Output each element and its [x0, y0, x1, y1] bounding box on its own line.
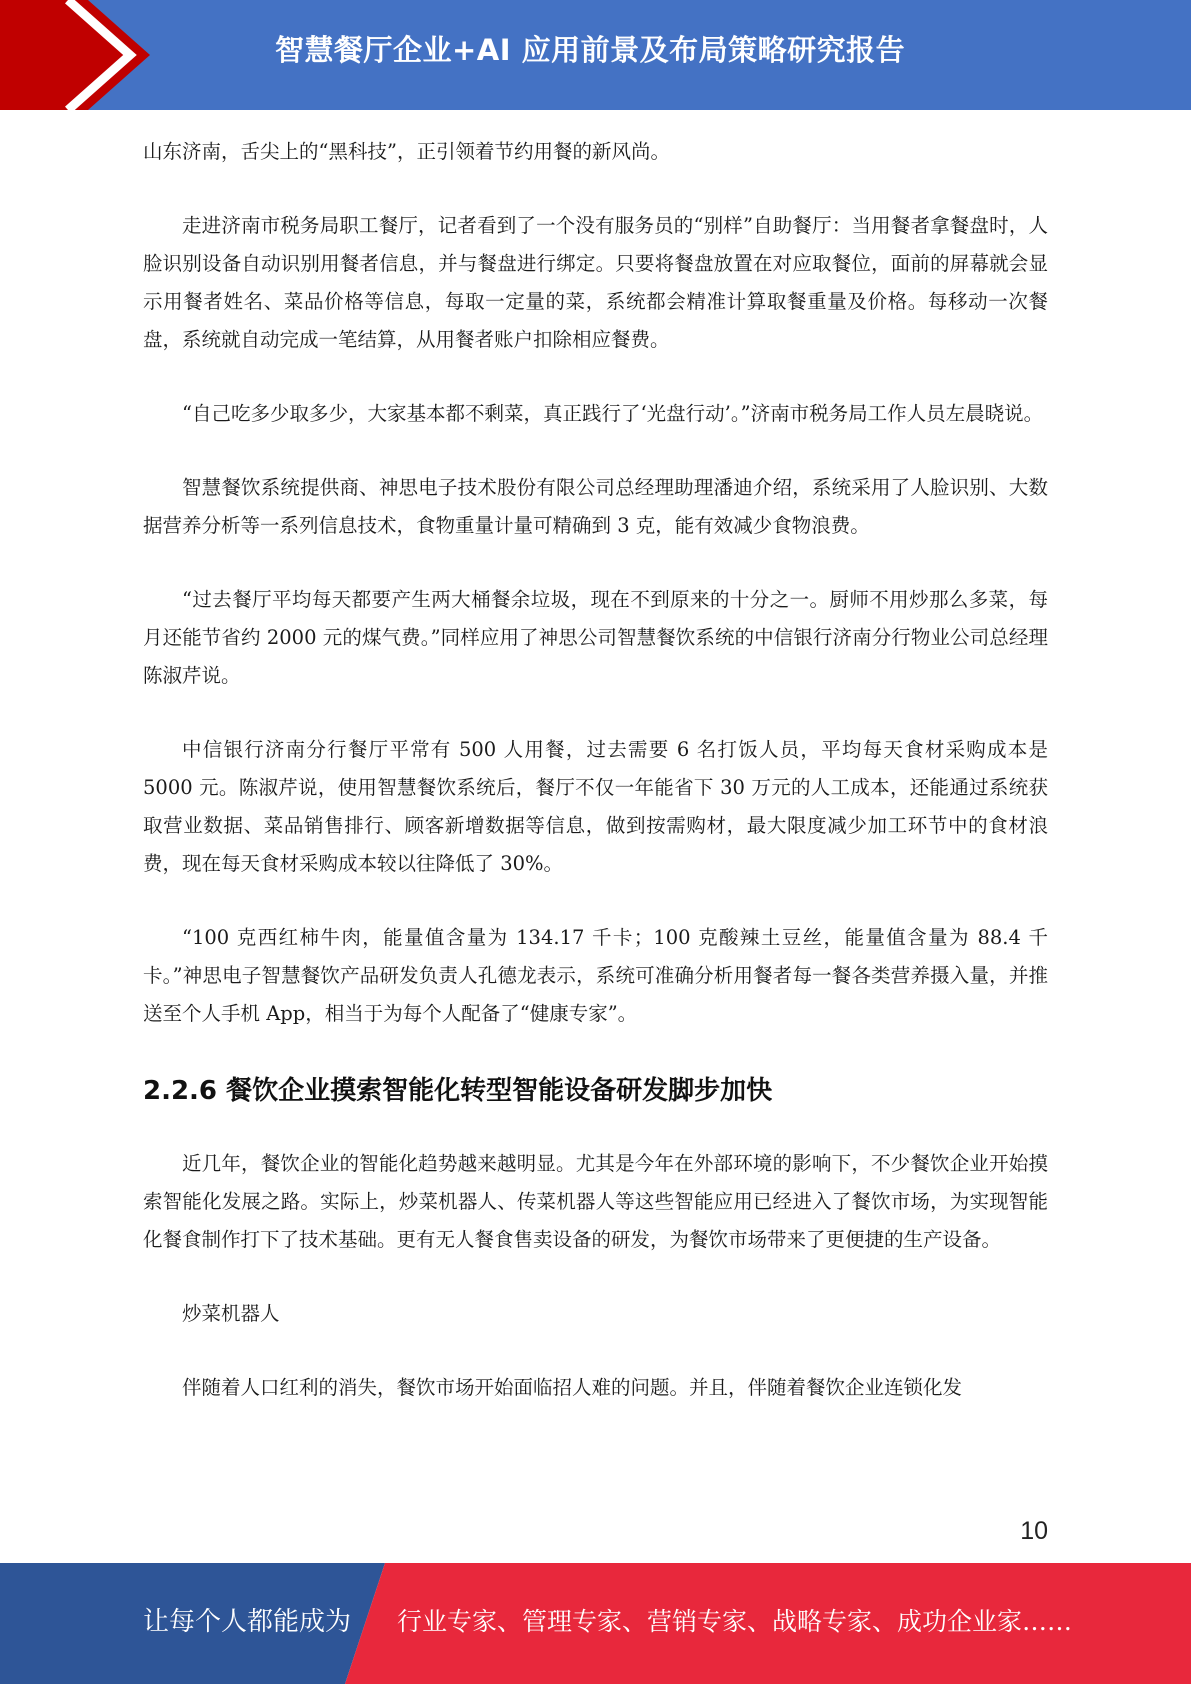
- page-content: [143, 133, 1048, 1443]
- body-paragraph: 近几年，餐饮企业的智能化趋势越来越明显。尤其是今年在外部环境的影响下，不少餐饮企业开始摸索智能化发展之路。实际上，炒菜机器人、传菜机器人等这些智能应用已经进入了餐饮市场，为实现智能化餐食制作打下了技术基础。更有无人餐食售卖设备的研发，为餐饮市场带来了更便捷的生产设备。: [143, 1152, 1048, 1251]
- body-paragraph: “100 克西红柿牛肉，能量值含量为 134.17 千卡；100 克酸辣土豆丝，能量值含量为 88.4 千卡。”神思电子智慧餐饮产品研发负责人孔德龙表示，系统可准确分析用餐者每一餐各类营养摄入量，并推送至个人手机 App，相当于为每个人配备了“健康专家”。: [143, 926, 1048, 1025]
- body-paragraph: 伴随着人口红利的消失，餐饮市场开始面临招人难的问题。并且，伴随着餐饮企业连锁化发: [182, 1376, 963, 1399]
- subheading-paragraph: 炒菜机器人: [182, 1302, 280, 1325]
- body-paragraph: 智慧餐饮系统提供商、神思电子技术股份有限公司总经理助理潘迪介绍，系统采用了人脸识别、大数据营养分析等一系列信息技术，食物重量计量可精确到 3 克，能有效减少食物浪费。: [143, 476, 1048, 537]
- body-paragraph: “自己吃多少取多少，大家基本都不剩菜，真正践行了‘光盘行动’。”济南市税务局工作人员左晨晓说。: [182, 402, 1044, 425]
- report-title: 智慧餐厅企业+AI 应用前景及布局策略研究报告: [275, 33, 906, 67]
- body-paragraph: 山东济南，舌尖上的“黑科技”，正引领着节约用餐的新风尚。: [143, 140, 670, 163]
- footer-slogan-right: 行业专家、管理专家、营销专家、战略专家、成功企业家……: [397, 1607, 1073, 1636]
- page-number: 10: [1020, 1517, 1048, 1545]
- header-arrow-shape: [0, 0, 160, 110]
- body-paragraph: 走进济南市税务局职工餐厅，记者看到了一个没有服务员的“别样”自助餐厅：当用餐者拿餐盘时，人脸识别设备自动识别用餐者信息，并与餐盘进行绑定。只要将餐盘放置在对应取餐位，面前的屏幕就会显示用餐者姓名、菜品价格等信息，每取一定量的菜，系统都会精准计算取餐重量及价格。每移动一次餐盘，系统就自动完成一笔结算，从用餐者账户扣除相应餐费。: [143, 214, 1048, 351]
- body-paragraph: 中信银行济南分行餐厅平常有 500 人用餐，过去需要 6 名打饭人员，平均每天食材采购成本是 5000 元。陈淑芹说，使用智慧餐饮系统后，餐厅不仅一年能省下 30 万元的人工成本，还能通过系统获取营业数据、菜品销售排行、顾客新增数据等信息，做到按需购材，最大限度减少加工环节中的食材浪费，现在每天食材采购成本较以往降低了 30%。: [143, 738, 1048, 875]
- report-header: [0, 0, 1191, 110]
- section-heading: 2.2.6 餐饮企业摸索智能化转型智能设备研发脚步加快: [143, 1076, 773, 1106]
- report-footer: [0, 1563, 1191, 1684]
- footer-slogan-left: 让每个人都能成为: [143, 1607, 352, 1637]
- body-paragraph: “过去餐厅平均每天都要产生两大桶餐余垃圾，现在不到原来的十分之一。厨师不用炒那么多菜，每月还能节省约 2000 元的煤气费。”同样应用了神思公司智慧餐饮系统的中信银行济南分行物业公司总经理陈淑芹说。: [143, 588, 1048, 687]
